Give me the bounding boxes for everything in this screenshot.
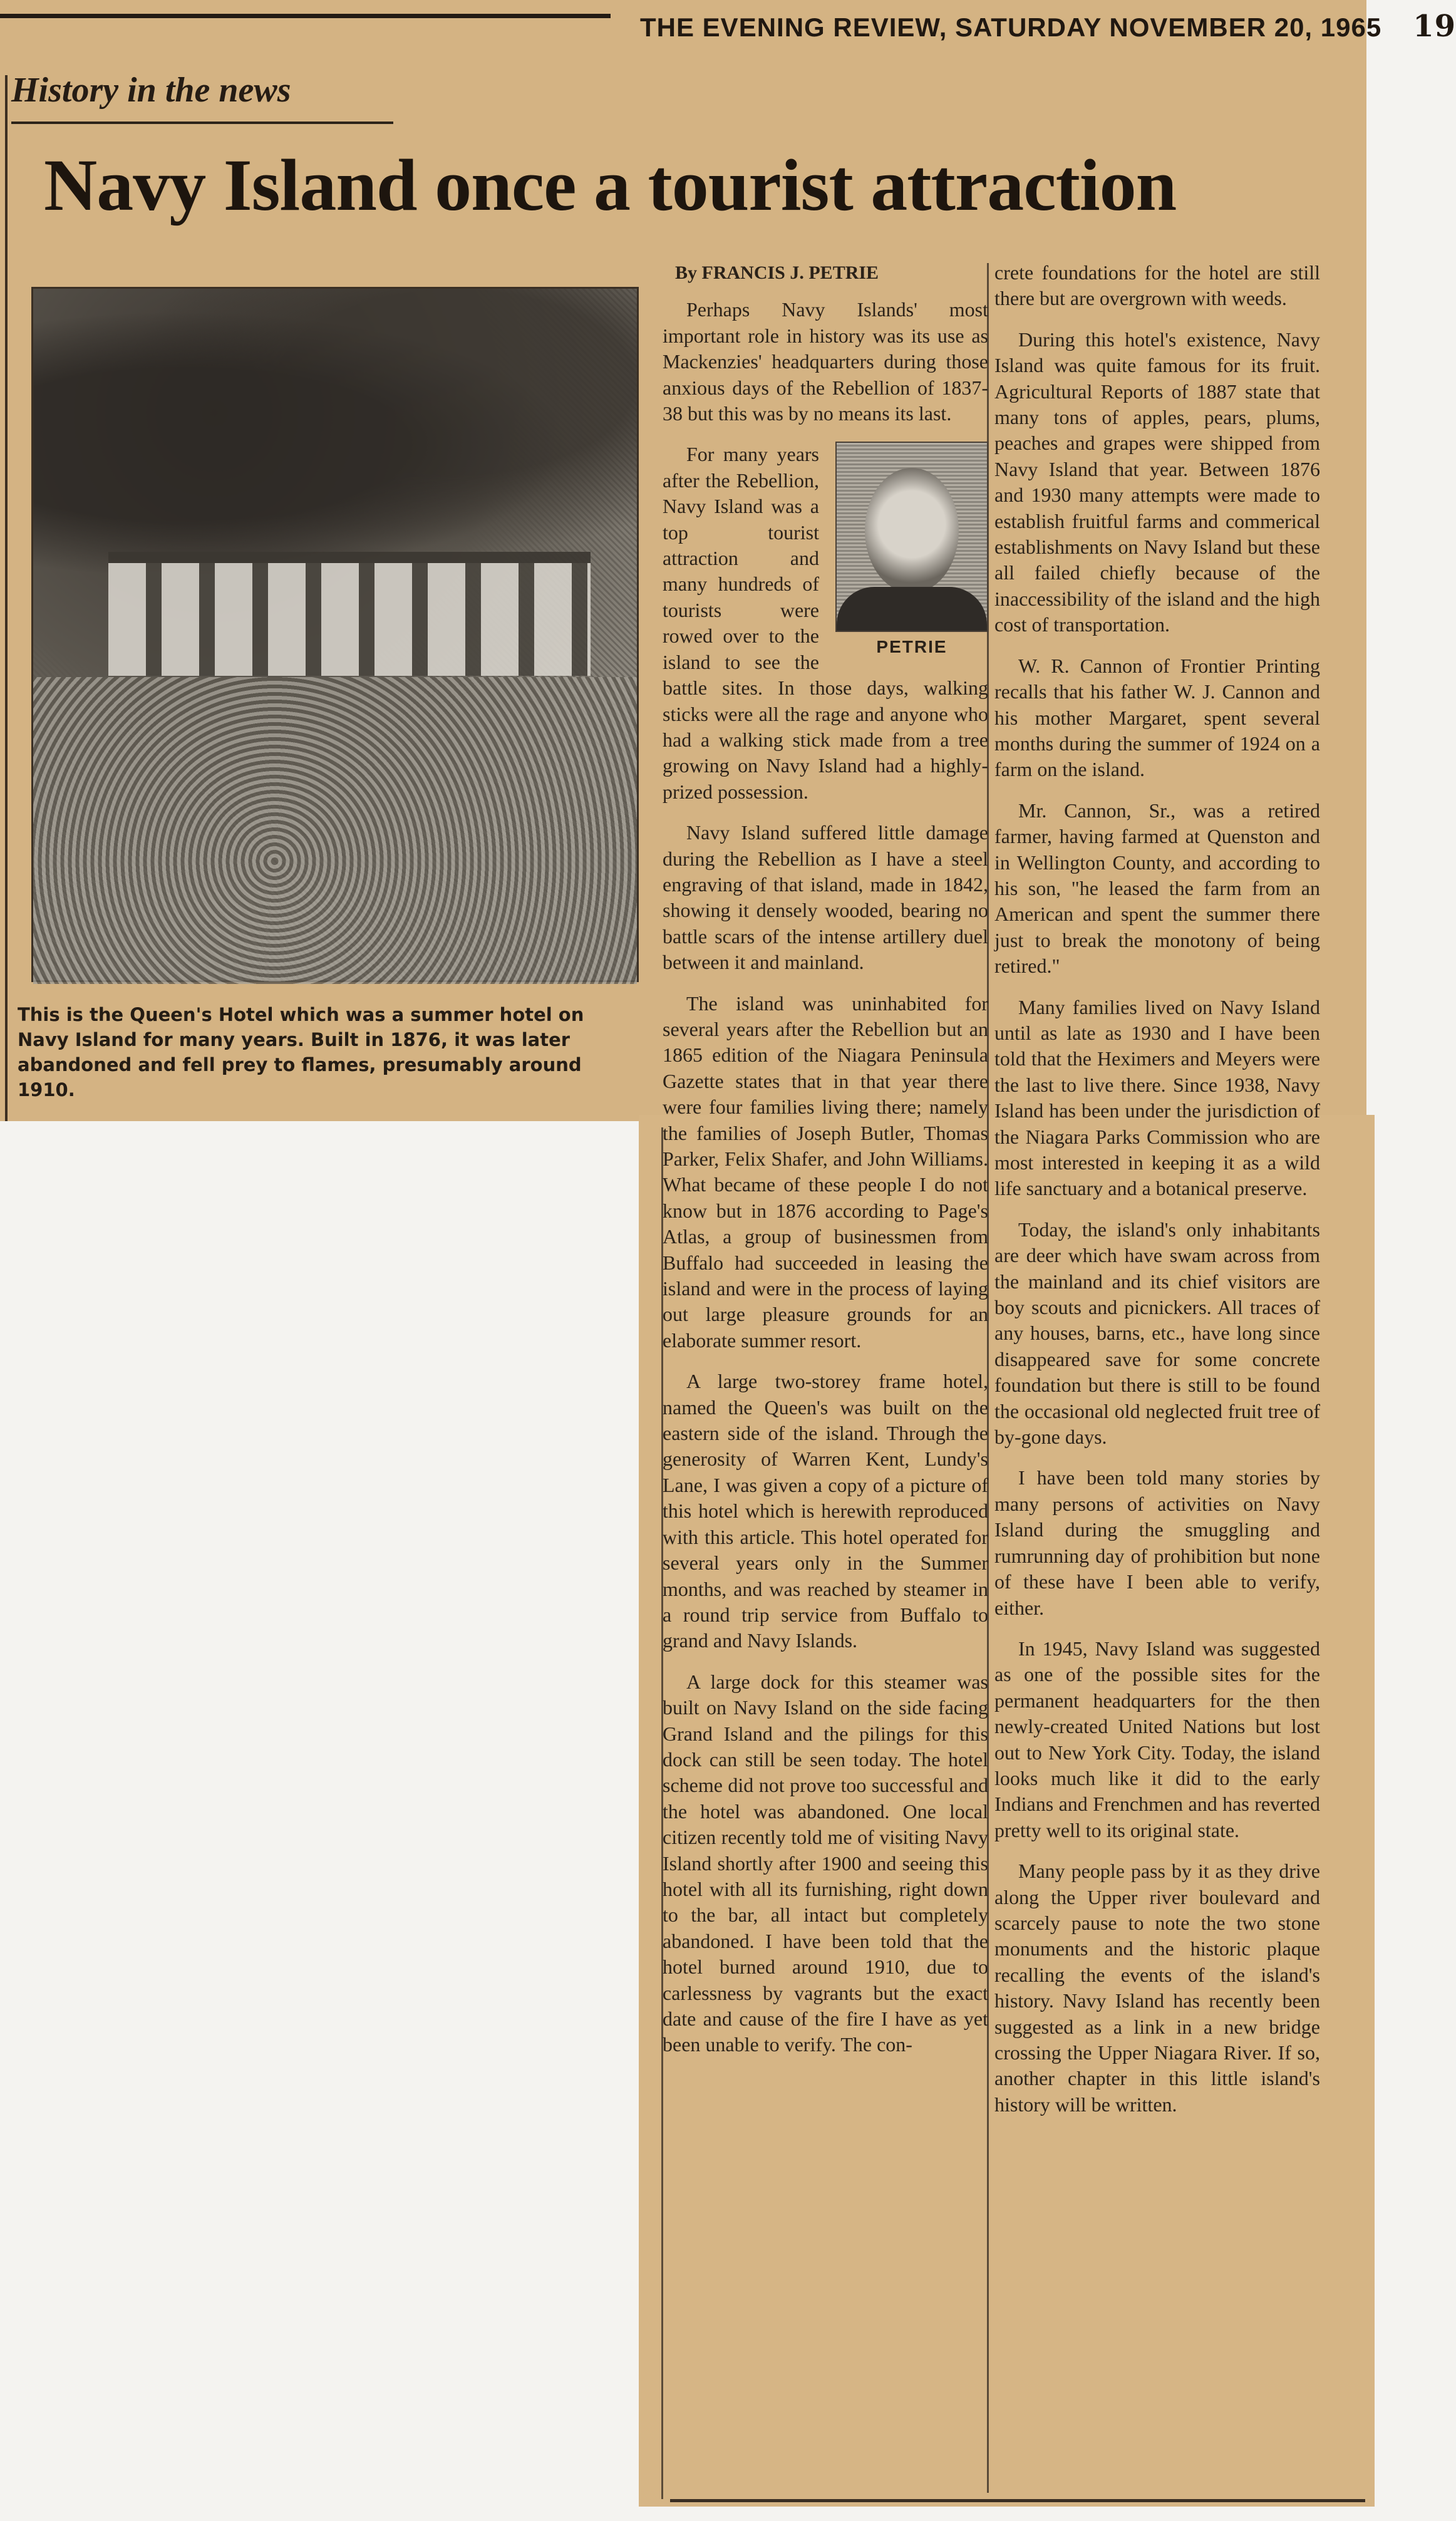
page-number: 19	[1413, 9, 1456, 44]
paragraph: Many families lived on Navy Island until as late as 1930 and I have been told that the Heximers and Meyers were the last to live there. Since 1938, Navy Island has been under the jurisdiction of the Niagara Parks Commission who are most interested in keeping it as a wild life sanctuary and a botanical preserve.	[994, 995, 1320, 1200]
paragraph: The island was uninhabited for several years after the Rebellion but an 1865 edition of the Niagara Peninsula Gazette states that in that year there were four families living there; namely the families of Joseph Butler, Thomas Parker, Felix Shafer, and John Williams. What became of these people I do not know but in 1876 according to Page's Atlas, a group of businessmen from Buffalo had succeeded in leasing the island and were in the process of laying out large pleasure grounds for an elaborate summer resort.	[663, 991, 988, 1352]
paragraph: During this hotel's existence, Navy Island was quite famous for its fruit. Agricultural Reports of 1887 state that many tons of apples, pears, plums, peaches and grapes were shipped from Navy Island that year. Between 1876 and 1930 many attempts were made to establish fruitful farms and commerical establishments on Navy Island but these all failed chiefly because of the inaccessibility of the island and the high cost of transportation.	[994, 328, 1320, 636]
paragraph: Today, the island's only inhabitants are deer which have swam across from the mainland and its chief visitors are boy scouts and picnickers. All traces of any houses, barns, etc., have long since disappeared save for some concrete foundation but there is still to be found the occasional old neglected fruit tree of by-gone days.	[994, 1218, 1320, 1449]
masthead	[640, 9, 1456, 44]
section-rule	[11, 122, 393, 124]
paragraph: Navy Island suffered little damage during the Rebellion as I have a steel engraving of that island, made in 1842, showing it densely wooded, bearing no battle scars of the intense artillery duel between it and mainland.	[663, 821, 988, 974]
photo-ground	[33, 677, 637, 984]
paragraph: Many people pass by it as they drive along the Upper river boulevard and scarcely pause to note the two stone monuments and the historic plaque recalling the events of the island's history. Navy Island has recently been suggested as a link in a new bridge crossing the Upper Niagara River. If so, another chapter in this little island's history will be written.	[994, 1860, 1320, 2116]
masthead-text: THE EVENING REVIEW, SATURDAY NOVEMBER 20, 1965	[640, 13, 1382, 42]
photo-hotel-building	[108, 552, 591, 676]
article-column-2	[994, 260, 1320, 2133]
bottom-rule	[670, 2499, 1365, 2502]
top-rule	[0, 14, 611, 18]
paragraph: W. R. Cannon of Frontier Printing recalls that his father W. J. Cannon and his mother Margaret, spent several months during the summer of 1924 on a farm on the island.	[994, 654, 1320, 781]
paragraph: I have been told many stories by many persons of activities on Navy Island during the smuggling and rumrunning day of prohibition but none of these have I been able to verify, either.	[994, 1466, 1320, 1619]
author-photo-caption: PETRIE	[876, 637, 947, 657]
paragraph: Mr. Cannon, Sr., was a retired farmer, having farmed at Quenston and in Wellington County, and according to his son, "he leased the farm from an American and spent the summer there just to break the monotony of being retired."	[994, 799, 1320, 978]
author-photo-wrap	[828, 442, 988, 671]
paragraph: Perhaps Navy Islands' most important role in history was its use as Mackenzies' headquarters during those anxious days of the Rebellion of 1837-38 but this was by no means its last.	[663, 298, 988, 425]
headline: Navy Island once a tourist attraction	[44, 144, 1177, 226]
paragraph: A large dock for this steamer was built on Navy Island on the side facing Grand Island and the pilings for this dock can still be seen today. The hotel scheme did not prove too successful and the hotel was abandoned. One local citizen recently told me of visiting Navy Island shortly after 1900 and seeing this hotel with all its furnishing, right down to the bar, all intact but completely abandoned. I have been told that the hotel burned around 1910, due to carlessness by vagrants but the exact date and cause of the fire I have as yet been unable to verify. The con-	[663, 1670, 988, 2056]
section-label: History in the news	[11, 71, 291, 110]
author-face	[865, 468, 959, 593]
paragraph: A large two-storey frame hotel, named the Queen's was built on the eastern side of the island. Through the generosity of Warren Kent, Lundy's Lane, I was given a copy of a picture of this hotel which is herewith reproduced with this article. This hotel operated for several years only in the Summer months, and was reached by steamer in a round trip service from Buffalo to grand and Navy Islands.	[663, 1370, 988, 1652]
author-photo	[835, 442, 988, 657]
left-border	[5, 75, 8, 1121]
paragraph: For many years after the Rebellion, Navy Island was a top tourist attraction and many hundreds of tourists were rowed over to the island to see the battle sites. In those days, walking sticks were all the rage and anyone who had a walking stick made from a tree growing on Navy Island had a highly-prized possession.	[663, 443, 988, 803]
byline: By FRANCIS J. PETRIE	[675, 262, 879, 283]
paragraph: In 1945, Navy Island was suggested as one of the possible sites for the permanent headquarters for the then newly-created United Nations but lost out to New York City. Today, the island looks much like it did to the early Indians and Frenchmen and has reverted pretty well to its original state.	[994, 1637, 1320, 1841]
article-column-1	[663, 260, 988, 2073]
paragraph: crete foundations for the hotel are still there but are overgrown with weeds.	[994, 261, 1320, 310]
hotel-photo	[31, 287, 639, 982]
author-suit	[837, 587, 987, 631]
photo-caption: This is the Queen's Hotel which was a summer hotel on Navy Island for many years. Built in 1876, it was later abandoned and fell prey to flames, presumably around 1910.	[18, 1004, 584, 1100]
